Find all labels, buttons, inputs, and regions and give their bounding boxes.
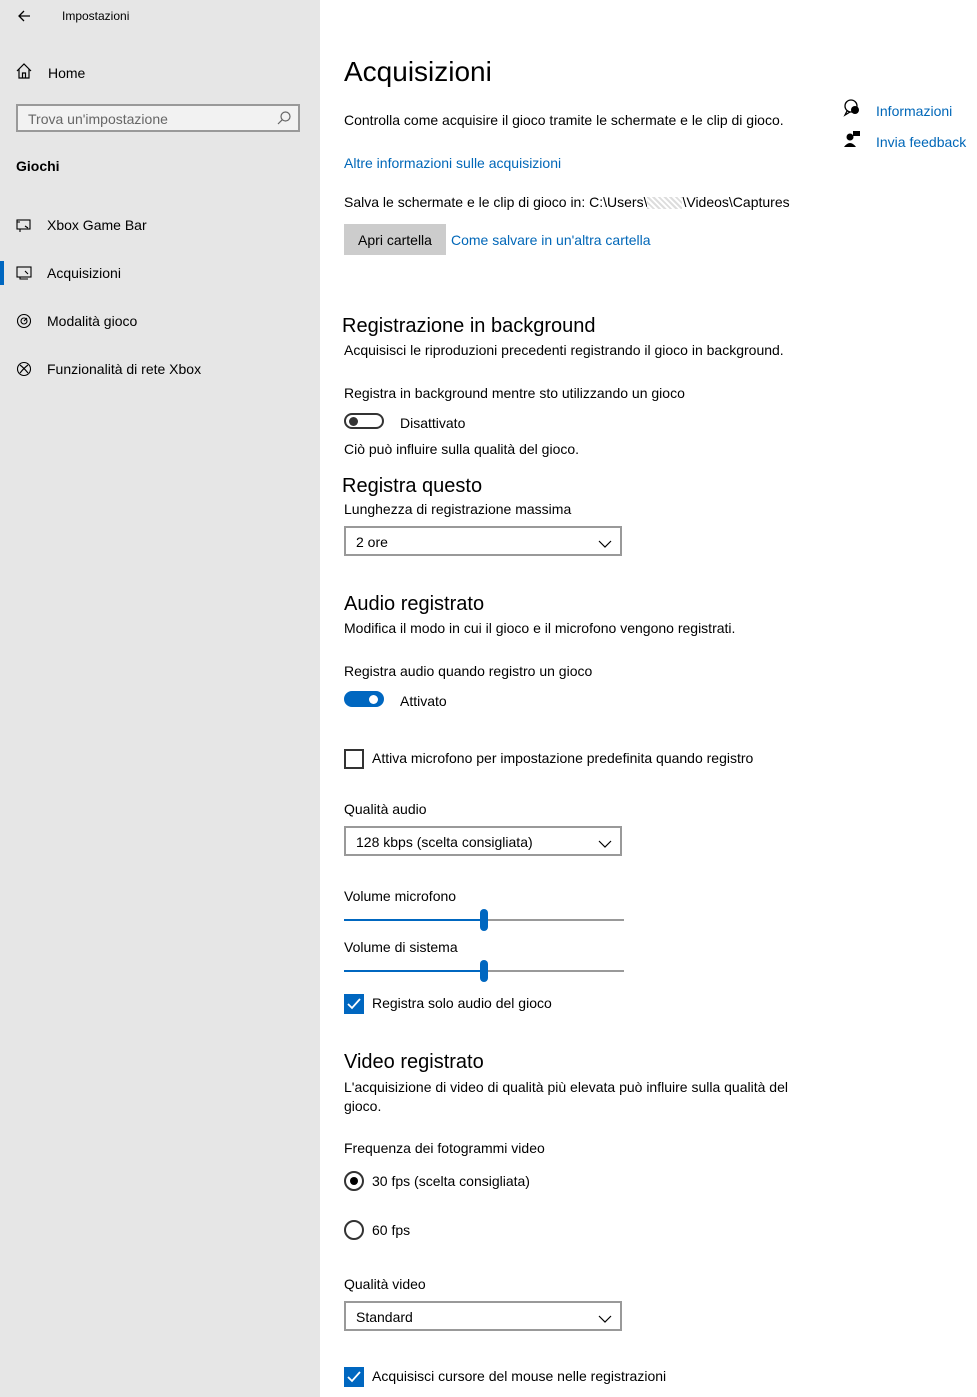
sidebar-item-label: Modalità gioco — [47, 313, 138, 329]
background-toggle-state: Disattivato — [400, 415, 466, 431]
background-description: Acquisisci le riproduzioni precedenti registrando il gioco in background. — [344, 342, 784, 358]
feedback-icon — [843, 130, 861, 153]
save-path-suffix: \Videos\Captures — [682, 194, 790, 210]
sidebar-home-label: Home — [48, 65, 86, 81]
record-this-heading: Registra questo — [342, 475, 483, 497]
save-path-prefix: Salva le schermate e le clip di gioco in: C:\Users\ — [344, 194, 648, 210]
video-quality-dropdown[interactable] — [344, 1301, 622, 1331]
system-volume-slider[interactable] — [344, 970, 624, 972]
checkmark-icon — [347, 1371, 361, 1383]
record-audio-toggle[interactable] — [344, 691, 384, 707]
game-audio-only-checkbox[interactable] — [344, 994, 364, 1014]
mic-default-label: Attiva microfono per impostazione predefinita quando registro — [372, 750, 754, 766]
background-recording-toggle[interactable] — [344, 413, 384, 429]
system-volume-label: Volume di sistema — [344, 939, 458, 955]
search-input[interactable] — [18, 106, 270, 132]
sidebar-group-title: Giochi — [16, 158, 60, 174]
more-info-link[interactable]: Altre informazioni sulle acquisizioni — [344, 155, 562, 171]
capture-cursor-label: Acquisisci cursore del mouse nelle registrazioni — [372, 1368, 667, 1384]
audio-heading: Audio registrato — [344, 593, 485, 615]
sidebar-home[interactable] — [14, 61, 85, 85]
sidebar — [0, 0, 320, 1397]
background-toggle-label: Registra in background mentre sto utilizzando un gioco — [344, 385, 685, 401]
page-title: Acquisizioni — [344, 56, 492, 87]
open-folder-button[interactable]: Apri cartella — [344, 224, 446, 255]
max-length-dropdown[interactable] — [344, 526, 622, 556]
captures-icon — [16, 265, 32, 281]
home-icon — [14, 61, 34, 86]
audio-quality-dropdown[interactable] — [344, 826, 622, 856]
video-quality-value: Standard — [356, 1309, 413, 1325]
video-description-line1: L'acquisizione di video di qualità più elevata può influire sulla qualità del — [344, 1079, 788, 1095]
sidebar-item-label: Funzionalità di rete Xbox — [47, 361, 202, 377]
fps-30-label: 30 fps (scelta consigliata) — [372, 1173, 530, 1189]
sidebar-item-label: Acquisizioni — [47, 265, 121, 281]
chevron-down-icon — [598, 836, 612, 854]
checkmark-icon — [347, 998, 361, 1010]
radio-dot — [350, 1177, 358, 1185]
back-arrow-icon[interactable] — [14, 5, 36, 27]
feedback-link-label: Invia feedback — [876, 133, 967, 150]
audio-quality-label: Qualità audio — [344, 801, 427, 817]
game-mode-icon — [16, 313, 32, 329]
toggle-knob — [349, 417, 358, 426]
fps-60-radio[interactable] — [344, 1220, 364, 1240]
fps-60-label: 60 fps — [372, 1222, 411, 1238]
redacted-username — [647, 197, 682, 209]
feedback-link[interactable] — [843, 130, 966, 153]
fps-30-radio[interactable] — [344, 1171, 364, 1191]
video-description-line2: gioco. — [344, 1098, 382, 1114]
info-link[interactable] — [843, 99, 952, 122]
audio-description: Modifica il modo in cui il gioco e il microfono vengono registrati. — [344, 620, 736, 636]
search-box[interactable] — [16, 104, 300, 132]
game-audio-only-label: Registra solo audio del gioco — [372, 995, 552, 1011]
window-title: Impostazioni — [62, 9, 130, 23]
video-heading: Video registrato — [344, 1051, 484, 1073]
audio-quality-value: 128 kbps (scelta consigliata) — [356, 834, 533, 850]
video-quality-label: Qualità video — [344, 1276, 426, 1292]
max-length-value: 2 ore — [356, 534, 388, 550]
mic-default-checkbox[interactable] — [344, 749, 364, 769]
slider-fill — [344, 919, 484, 921]
game-bar-icon — [16, 217, 32, 233]
fps-label: Frequenza dei fotogrammi video — [344, 1140, 545, 1156]
save-path-text — [344, 194, 790, 210]
search-icon[interactable] — [276, 110, 292, 131]
xbox-icon — [16, 361, 32, 377]
chat-help-icon — [843, 99, 861, 122]
sidebar-item-modalita-gioco[interactable] — [0, 305, 320, 337]
max-length-label: Lunghezza di registrazione massima — [344, 501, 572, 517]
background-note: Ciò può influire sulla qualità del gioco. — [344, 441, 580, 457]
info-link-label: Informazioni — [876, 102, 953, 119]
slider-thumb[interactable] — [480, 960, 488, 982]
audio-toggle-state: Attivato — [400, 693, 447, 709]
mic-volume-label: Volume microfono — [344, 888, 457, 904]
sidebar-item-funzionalita-rete-xbox[interactable] — [0, 353, 320, 385]
sidebar-item-label: Xbox Game Bar — [47, 217, 147, 233]
chevron-down-icon — [598, 536, 612, 554]
toggle-knob — [369, 695, 378, 704]
sidebar-item-xbox-game-bar[interactable] — [0, 209, 320, 241]
mic-volume-slider[interactable] — [344, 919, 624, 921]
slider-thumb[interactable] — [480, 909, 488, 931]
selection-indicator — [0, 261, 4, 285]
capture-cursor-checkbox[interactable] — [344, 1367, 364, 1387]
sidebar-item-acquisizioni[interactable] — [0, 257, 320, 289]
page-description: Controlla come acquisire il gioco tramite le schermate e le clip di gioco. — [344, 112, 784, 128]
save-other-folder-link[interactable]: Come salvare in un'altra cartella — [451, 232, 651, 248]
background-heading: Registrazione in background — [342, 315, 596, 337]
slider-fill — [344, 970, 484, 972]
audio-toggle-label: Registra audio quando registro un gioco — [344, 663, 593, 679]
chevron-down-icon — [598, 1311, 612, 1329]
